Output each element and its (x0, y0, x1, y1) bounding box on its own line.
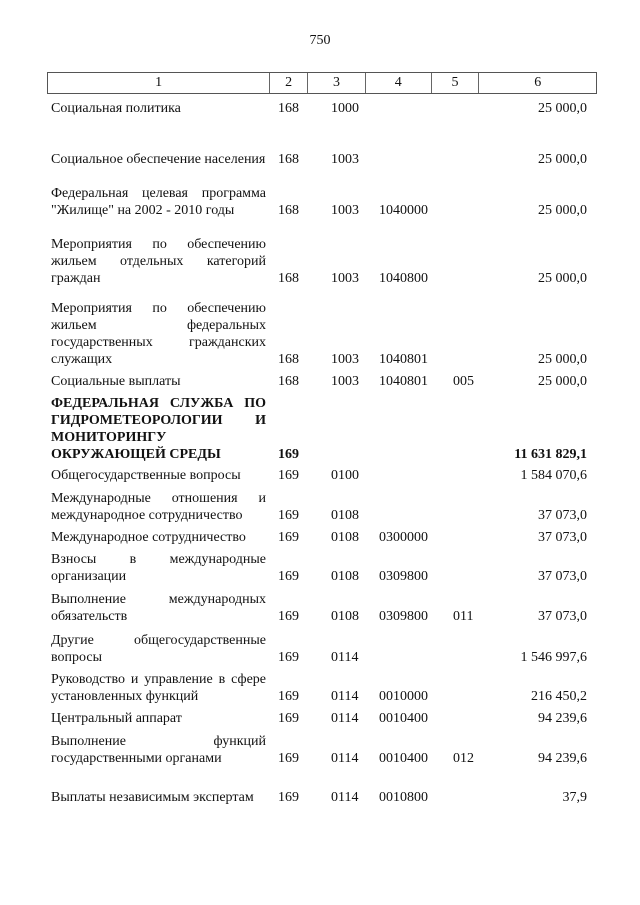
row-code-chapter: 169 (278, 447, 299, 462)
table-row (51, 733, 587, 767)
row-name: Руководство и управление в сфере установленных функций (51, 672, 266, 704)
row-code-expense: 005 (453, 374, 474, 389)
row-code-chapter: 168 (278, 374, 299, 389)
row-code-chapter: 169 (278, 569, 299, 584)
row-amount: 37 073,0 (538, 530, 587, 545)
row-code-chapter: 169 (278, 790, 299, 805)
row-code-section: 1003 (331, 203, 359, 218)
row-code-target: 0309800 (379, 609, 428, 624)
row-amount: 37,9 (562, 790, 587, 805)
row-code-target: 0010000 (379, 689, 428, 704)
row-code-target: 0309800 (379, 569, 428, 584)
row-name: Международное сотрудничество (51, 530, 246, 545)
row-code-chapter: 169 (278, 530, 299, 545)
row-amount: 25 000,0 (538, 374, 587, 389)
row-amount: 37 073,0 (538, 508, 587, 523)
table-header (47, 72, 597, 94)
header-col-5: 5 (432, 73, 480, 93)
table-row (51, 373, 587, 390)
row-code-chapter: 169 (278, 609, 299, 624)
row-amount: 1 546 997,6 (520, 650, 587, 665)
row-name: Общегосударственные вопросы (51, 468, 241, 483)
row-amount: 37 073,0 (538, 609, 587, 624)
row-name: Мероприятия по обеспечению жильем федеральных государственных гражданских служащих (51, 301, 266, 367)
row-code-chapter: 169 (278, 468, 299, 483)
row-name: Выполнение функций государственными органами (51, 734, 266, 766)
row-name: ФЕДЕРАЛЬНАЯ СЛУЖБА ПО ГИДРОМЕТЕОРОЛОГИИ И МОНИТОРИНГУ ОКРУЖАЮЩЕЙ СРЕДЫ (51, 396, 266, 462)
row-code-section: 0108 (331, 508, 359, 523)
row-amount: 216 450,2 (531, 689, 587, 704)
row-name: Социальная политика (51, 101, 181, 116)
row-code-section: 1003 (331, 374, 359, 389)
row-name: Социальное обеспечение населения (51, 152, 266, 167)
table-row (51, 395, 587, 463)
row-code-section: 1003 (331, 152, 359, 167)
row-code-target: 1040801 (379, 374, 428, 389)
row-code-section: 1003 (331, 271, 359, 286)
row-code-section: 0114 (331, 751, 359, 766)
row-code-target: 0010400 (379, 711, 428, 726)
row-name: Международные отношения и международное сотрудничество (51, 491, 266, 523)
table-row (51, 772, 587, 806)
row-code-section: 0114 (331, 650, 359, 665)
table-row (51, 490, 587, 524)
row-name: Взносы в международные организации (51, 552, 266, 584)
row-code-expense: 012 (453, 751, 474, 766)
row-code-chapter: 168 (278, 352, 299, 367)
row-name: Федеральная целевая программа "Жилище" на 2002 - 2010 годы (51, 186, 266, 218)
row-code-chapter: 169 (278, 689, 299, 704)
table-row (51, 134, 587, 168)
row-code-section: 0114 (331, 711, 359, 726)
row-amount: 25 000,0 (538, 352, 587, 367)
row-code-chapter: 169 (278, 508, 299, 523)
row-amount: 37 073,0 (538, 569, 587, 584)
row-amount: 11 631 829,1 (514, 447, 587, 462)
row-code-target: 0010400 (379, 751, 428, 766)
row-code-section: 0100 (331, 468, 359, 483)
table-row (51, 100, 587, 117)
row-amount: 25 000,0 (538, 101, 587, 116)
row-code-section: 0108 (331, 569, 359, 584)
row-code-section: 0108 (331, 530, 359, 545)
table-row (51, 467, 587, 484)
row-amount: 25 000,0 (538, 152, 587, 167)
header-col-3: 3 (308, 73, 366, 93)
row-name: Социальные выплаты (51, 374, 181, 389)
row-name: Выплаты независимым экспертам (51, 790, 254, 805)
row-code-chapter: 168 (278, 271, 299, 286)
table-row (51, 632, 587, 666)
row-code-section: 1000 (331, 101, 359, 116)
row-code-chapter: 169 (278, 751, 299, 766)
table-row (51, 185, 587, 219)
table-row (51, 551, 587, 585)
row-code-section: 0114 (331, 790, 359, 805)
table-row (51, 529, 587, 546)
row-code-target: 1040801 (379, 352, 428, 367)
header-col-6: 6 (534, 75, 542, 90)
row-code-target: 0010800 (379, 790, 428, 805)
row-code-chapter: 168 (278, 203, 299, 218)
header-col-2: 2 (270, 73, 308, 93)
table-row (51, 300, 587, 368)
row-code-chapter: 168 (278, 101, 299, 116)
row-amount: 25 000,0 (538, 271, 587, 286)
table-row (51, 710, 587, 727)
table-row (51, 671, 587, 705)
row-name: Центральный аппарат (51, 711, 182, 726)
row-amount: 94 239,6 (538, 711, 587, 726)
row-code-chapter: 168 (278, 152, 299, 167)
row-amount: 1 584 070,6 (520, 468, 587, 483)
row-code-target: 1040800 (379, 271, 428, 286)
header-col-4: 4 (366, 73, 432, 93)
row-name: Другие общегосударственные вопросы (51, 633, 266, 665)
row-code-target: 0300000 (379, 530, 428, 545)
row-code-expense: 011 (453, 609, 474, 624)
table-row (51, 591, 587, 625)
row-code-chapter: 169 (278, 711, 299, 726)
row-code-section: 0108 (331, 609, 359, 624)
page-number: 750 (309, 33, 331, 48)
row-code-chapter: 169 (278, 650, 299, 665)
table-row (51, 236, 587, 287)
row-amount: 25 000,0 (538, 203, 587, 218)
row-name: Мероприятия по обеспечению жильем отдельных категорий граждан (51, 237, 266, 286)
row-amount: 94 239,6 (538, 751, 587, 766)
row-name: Выполнение международных обязательств (51, 592, 266, 624)
row-code-section: 0114 (331, 689, 359, 704)
header-col-1: 1 (48, 73, 270, 93)
row-code-target: 1040000 (379, 203, 428, 218)
row-code-section: 1003 (331, 352, 359, 367)
